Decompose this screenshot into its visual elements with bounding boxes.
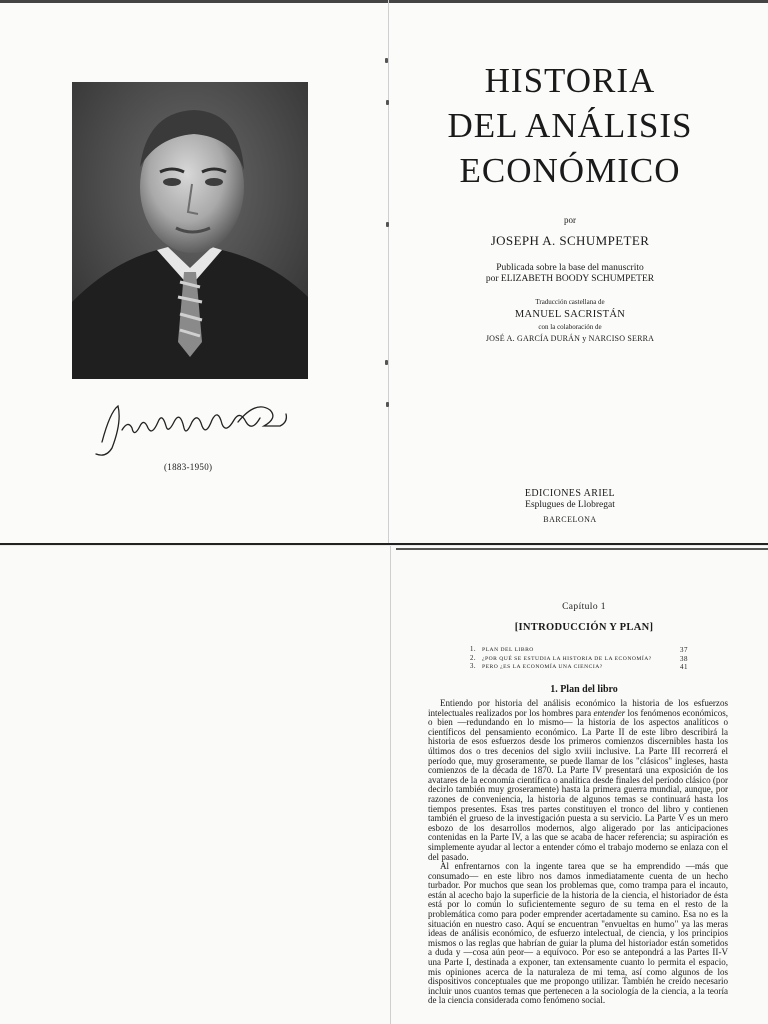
toc-number: 1. — [470, 646, 477, 653]
binding-mark — [385, 58, 388, 63]
toc-number: 3. — [470, 663, 477, 670]
publisher-name: EDICIONES ARIEL — [524, 488, 616, 499]
translation-label: Traducción castellana de — [535, 298, 605, 306]
toc-row — [470, 646, 688, 655]
translator-name: MANUEL SACRISTÁN — [514, 309, 626, 320]
binding-mark — [385, 360, 388, 365]
publisher-block — [420, 488, 720, 524]
author-portrait — [72, 82, 308, 379]
top-edge-rule — [0, 0, 768, 3]
lifespan-caption: (1883-1950) — [164, 462, 213, 472]
bottom-spread — [0, 546, 768, 1024]
toc-row — [470, 655, 688, 664]
toc-number: 2. — [470, 654, 477, 662]
collaboration-label: con la colaboración de — [538, 323, 602, 331]
book-title-line-3: ECONÓMICO — [459, 151, 681, 190]
chapter-body — [428, 699, 728, 1006]
book-title-line-2: DEL ANÁLISIS — [447, 106, 693, 145]
paragraph-1-rest: los fenómenos económicos, o bien —redundando en lo mismo— la historia de los aspectos analíticos o científicos del pensamiento económico. La Parte II de este libro describirá la historia de esos esfuerzos desde los primeros comienzos discernibles hasta los últimos dos o tres decenios del siglo xviii inclusive. La Parte III recorrerá el período que, muy groseramente, se puede llamar de los "clásicos" ingleses, hasta comienzos de la década de 1870. La Parte IV presentará una exposición de los avatares de la economía científica o analítica desde finales del período clásico (por decirlo también muy groseramente) hasta la primera guerra mundial, aunque, por razones de conveniencia, la historia de algunos temas se continuará hasta los tiempos presentes. Esas tres partes constituyen el tronco del libro y contienen también el grueso de la investigación puesta a su servicio. La Parte V es un mero esbozo de los desarrollos modernos, algo aligerado por las anticipaciones contenidas en la Parte IV, a las que se acaba de hacer referencia; su aspiración es simplemente ayudar al lector a entender cómo el trabajo moderno se enlaza con el del pasado. — [428, 707, 728, 862]
author-signature — [88, 392, 298, 462]
book-title-line-1: HISTORIA — [484, 61, 656, 100]
title-block — [420, 58, 720, 343]
publisher-place: Esplugues de Llobregat — [525, 500, 615, 510]
publication-note-2: por ELIZABETH BOODY SCHUMPETER — [485, 274, 655, 284]
toc-title: ¿POR QUÉ SE ESTUDIA LA HISTORIA DE LA ECONOMÍA? — [482, 655, 652, 662]
binding-mark — [386, 402, 389, 407]
toc-page: 37 — [680, 646, 688, 654]
toc-page: 41 — [680, 663, 688, 671]
paragraph-1 — [428, 699, 728, 862]
chapter-page — [400, 546, 768, 1024]
binding-mark — [386, 222, 389, 227]
author-name: JOSEPH A. SCHUMPETER — [490, 233, 650, 248]
toc-title: PLAN DEL LIBRO — [482, 647, 534, 653]
toc-title: PERO ¿ES LA ECONOMÍA UNA CIENCIA? — [482, 664, 603, 670]
by-label: por — [564, 215, 576, 225]
paragraph-2: Al enfrentarnos con la ingente tarea que se ha emprendido —más que consumado— en este libro nos damos inmediatamente cuenta de un hecho turbador. Por muchos que sean los problemas que, como trampa para el incauto, están al acecho bajo la superficie de la historia de la ciencia, el historiador de ésta está por lo común lo suficientemente seguro de su tema en el resto de la problemática como para poder emprender acertadamente su camino. Esa no es la situación en nuestro caso. Aquí se encuentran "envueltas en humo" ya las meras ideas de análisis económico, de esfuerzo intelectual, de ciencia, y los principios mismos o las reglas que habrían de guiar la pluma del historiador están sometidos a duda y —cosa aún peor— a equívoco. Por eso se antepondrá a las Partes II-V una Parte I, destinada a exponer, tan extensamente cuanto lo permita el espacio, mis opiniones acerca de la naturaleza de mi tema, así como algunos de los dispositivos conceptuales que me propongo utilizar. También he creído necesario incluir unos cuantos temas que pertenecen a la sociología de la ciencia, a la teoría de la ciencia considerada como fenómeno social. — [428, 861, 728, 1006]
publication-note-1: Publicada sobre la base del manuscrito — [496, 263, 644, 273]
gutter-line — [390, 546, 391, 1024]
toc-page: 38 — [680, 654, 688, 663]
toc-row — [470, 663, 688, 672]
section-heading: 1. Plan del libro — [550, 684, 618, 695]
portrait-image — [72, 82, 308, 379]
emphasized-word: entender — [593, 707, 626, 718]
collaborators: JOSÉ A. GARCÍA DURÁN y NARCISO SERRA — [485, 334, 655, 343]
publisher-city: BARCELONA — [543, 515, 597, 524]
chapter-toc — [470, 646, 688, 672]
chapter-title: [INTRODUCCIÓN Y PLAN] — [514, 622, 654, 633]
chapter-label: Capítulo 1 — [562, 602, 606, 612]
binding-mark — [386, 100, 389, 105]
paragraph-1-start: Entiendo por historia del análisis económico la historia de los esfuerzos intelectuales realizados por los hombres para — [428, 698, 728, 718]
gutter-line — [388, 0, 389, 543]
